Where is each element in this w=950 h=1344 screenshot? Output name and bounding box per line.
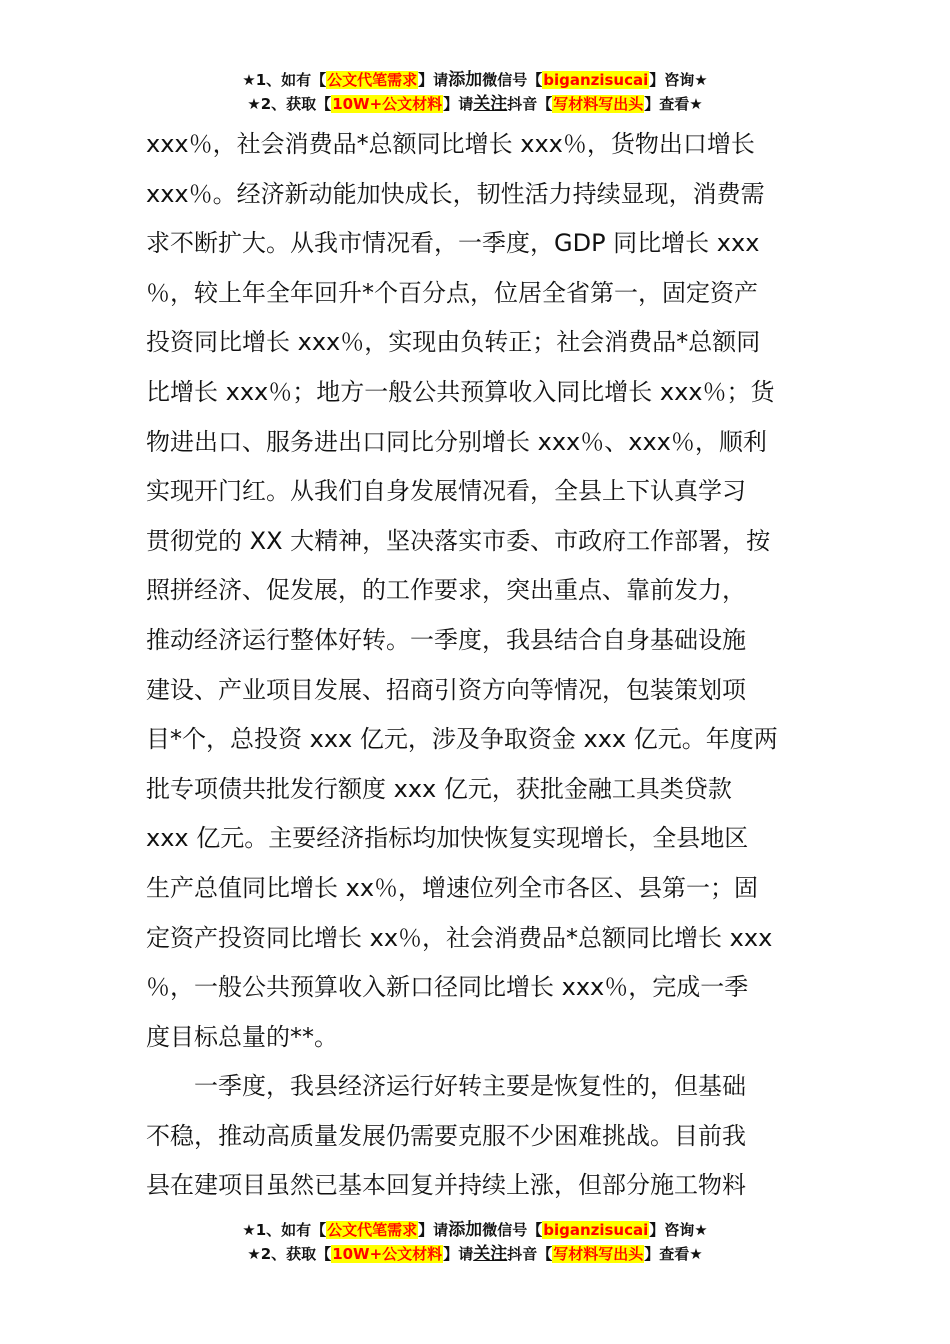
- body-line: 推动经济运行整体好转。一季度，我县结合自身基础设施: [146, 625, 746, 654]
- promo-highlight-service: 公文代笔需求: [327, 71, 418, 89]
- promo-emphasis: 添加: [448, 70, 483, 90]
- document-body: [146, 120, 808, 1211]
- promo-emphasis: 关注: [473, 1244, 508, 1264]
- promo-line-1: [0, 1218, 950, 1242]
- promo-text: 微信号【: [482, 71, 543, 89]
- body-line: 实现开门红。从我们自身发展情况看，全县上下认真学习: [146, 477, 746, 506]
- body-line: 比增长 xxx％；地方一般公共预算收入同比增长 xxx％；货: [146, 377, 775, 406]
- promo-highlight-wechat-id: biganzisucai: [543, 1221, 649, 1239]
- body-line: ％，一般公共预算收入新口径同比增长 xxx％，完成一季: [146, 973, 749, 1002]
- promo-text: 抖音【: [507, 1245, 553, 1263]
- body-line: 求不断扩大。从我市情况看，一季度，GDP 同比增长 xxx: [146, 229, 760, 258]
- body-line: 照拼经济、促发展，的工作要求，突出重点、靠前发力，: [146, 576, 746, 605]
- body-line: 物进出口、服务进出口同比分别增长 xxx％、xxx％，顺利: [146, 427, 767, 456]
- promo-text: 】请: [443, 1245, 474, 1263]
- promo-text: 】咨询★: [649, 71, 708, 89]
- promo-line-2: [0, 92, 950, 116]
- promo-text: 微信号【: [482, 1221, 543, 1239]
- body-line: xxx 亿元。主要经济指标均加快恢复实现增长，全县地区: [146, 824, 749, 853]
- body-line: 投资同比增长 xxx％，实现由负转正；社会消费品*总额同: [146, 328, 761, 357]
- promo-text: 】查看★: [644, 95, 703, 113]
- body-line: 生产总值同比增长 xx％，增速位列全市各区、县第一；固: [146, 873, 759, 902]
- promo-text: 】咨询★: [649, 1221, 708, 1239]
- body-line: 建设、产业项目发展、招商引资方向等情况，包装策划项: [146, 675, 746, 704]
- body-line: 不稳，推动高质量发展仍需要克服不少困难挑战。目前我: [146, 1121, 746, 1150]
- paragraph-start-line: 一季度，我县经济运行好转主要是恢复性的，但基础: [194, 1072, 746, 1101]
- promo-line-2: [0, 1242, 950, 1266]
- promo-highlight-materials: 10W+公文材料: [332, 1245, 443, 1263]
- promo-line-1: [0, 68, 950, 92]
- header-promo-banner: [0, 68, 950, 116]
- body-line: 度目标总量的**。: [146, 1022, 338, 1051]
- body-line: 定资产投资同比增长 xx％，社会消费品*总额同比增长 xxx: [146, 923, 773, 952]
- promo-text: ★1、如有【: [242, 1221, 327, 1239]
- body-line: 目*个，总投资 xxx 亿元，涉及争取资金 xxx 亿元。年度两: [146, 725, 778, 754]
- promo-text: 】请: [418, 1221, 449, 1239]
- promo-text: ★1、如有【: [242, 71, 327, 89]
- promo-highlight-service: 公文代笔需求: [327, 1221, 418, 1239]
- promo-text: 】请: [418, 71, 449, 89]
- body-line: ％，较上年全年回升*个百分点，位居全省第一，固定资产: [146, 278, 758, 307]
- footer-promo-banner: [0, 1218, 950, 1266]
- promo-text: ★2、获取【: [247, 95, 332, 113]
- promo-highlight-douyin-account: 写材料写出头: [553, 1245, 644, 1263]
- promo-highlight-materials: 10W+公文材料: [332, 95, 443, 113]
- promo-text: ★2、获取【: [247, 1245, 332, 1263]
- promo-text: 】查看★: [644, 1245, 703, 1263]
- promo-highlight-wechat-id: biganzisucai: [543, 71, 649, 89]
- body-line: xxx％。经济新动能加快成长，韧性活力持续显现，消费需: [146, 179, 765, 208]
- body-line: 批专项债共批发行额度 xxx 亿元，获批金融工具类贷款: [146, 774, 732, 803]
- promo-highlight-douyin-account: 写材料写出头: [553, 95, 644, 113]
- promo-text: 抖音【: [507, 95, 553, 113]
- body-line: 贯彻党的 XX 大精神，坚决落实市委、市政府工作部署，按: [146, 526, 771, 555]
- promo-emphasis: 关注: [473, 94, 508, 114]
- body-line: 县在建项目虽然已基本回复并持续上涨，但部分施工物料: [146, 1171, 746, 1200]
- promo-text: 】请: [443, 95, 474, 113]
- promo-emphasis: 添加: [448, 1220, 483, 1240]
- body-line: xxx％，社会消费品*总额同比增长 xxx％，货物出口增长: [146, 130, 755, 158]
